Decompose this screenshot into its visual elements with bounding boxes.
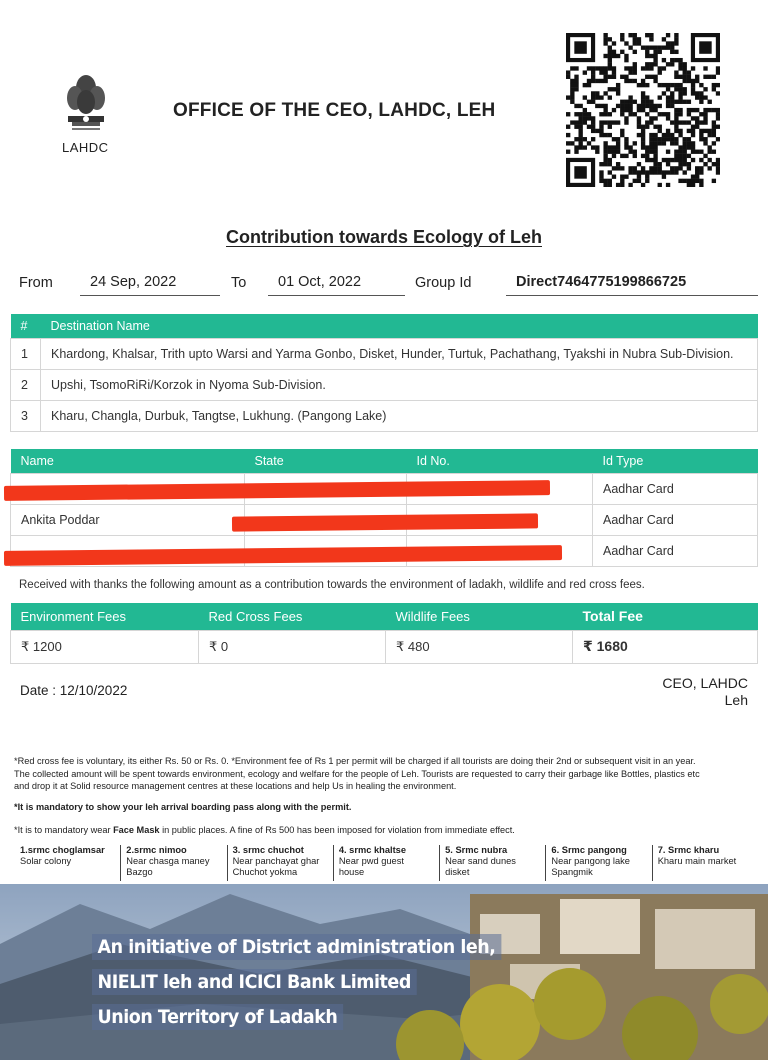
redaction-mark xyxy=(232,513,538,531)
total-fee-value: ₹ 1680 xyxy=(573,630,758,663)
list-item: 2.srmc nimoo Near chasga maney Bazgo xyxy=(120,845,226,881)
header xyxy=(0,0,768,200)
note-line: *It is to mandatory wear Face Mask in public places. A fine of Rs 500 has been imposed for violation from immediate effect. xyxy=(14,825,515,835)
office-title: OFFICE OF THE CEO, LAHDC, LEH xyxy=(173,100,496,121)
table-row xyxy=(11,400,758,431)
row-number: 2 xyxy=(11,369,41,400)
red-cross-fee-value: ₹ 0 xyxy=(199,630,386,663)
person-name: Ankita Poddar xyxy=(11,504,245,535)
issue-date: Date : 12/10/2022 xyxy=(20,683,128,698)
person-id-type: Aadhar Card xyxy=(593,473,758,504)
destination-name: Kharu, Changla, Durbuk, Tangtse, Lukhung. (Pangong Lake) xyxy=(41,400,758,431)
note-line: *It is mandatory to show your leh arrival boarding pass along with the permit. xyxy=(14,802,352,812)
person-id-type: Aadhar Card xyxy=(593,504,758,535)
note-line: *Red cross fee is voluntary, its either Rs. 50 or Rs. 0. *Environment fee of Rs 1 per permit will be charged if all tourists are doing their 2nd or subsequent visit in an year. xyxy=(14,756,696,766)
banner-line-3: Union Territory of Ladakh xyxy=(92,1004,343,1030)
column-header: Destination Name xyxy=(41,314,758,338)
qr-code-icon xyxy=(566,33,720,187)
signatory-title: CEO, LAHDC xyxy=(662,675,748,691)
fees-table xyxy=(10,603,758,664)
banner-line-1: An initiative of District administration leh, xyxy=(92,934,501,960)
list-item: 4. srmc khaltse Near pwd guest house xyxy=(333,845,439,881)
column-header: Total Fee xyxy=(573,603,758,630)
date-range-row xyxy=(0,270,768,300)
column-header: Id Type xyxy=(593,449,758,473)
to-date: 01 Oct, 2022 xyxy=(268,274,405,296)
column-header: Red Cross Fees xyxy=(199,603,386,630)
list-item: 5. Srmc nubra Near sand dunes disket xyxy=(439,845,545,881)
table-header xyxy=(11,449,758,473)
banner-line-2: NIELIT leh and ICICI Bank Limited xyxy=(92,969,416,995)
initiative-banner xyxy=(0,884,768,1060)
from-label: From xyxy=(19,275,53,291)
column-header: Environment Fees xyxy=(11,603,199,630)
list-item: 6. Srmc pangong Near pangong lake Spangmik xyxy=(545,845,651,881)
signatory-place: Leh xyxy=(724,692,748,708)
destination-name: Khardong, Khalsar, Trith upto Warsi and Yarma Gonbo, Disket, Hunder, Turtuk, Pachathang, Tyakshi in Nubra Sub-Division. xyxy=(41,338,758,369)
document-title: Contribution towards Ecology of Leh xyxy=(226,227,542,247)
row-number: 3 xyxy=(11,400,41,431)
row-number: 1 xyxy=(11,338,41,369)
group-id-value: Direct7464775199866725 xyxy=(506,274,758,296)
wildlife-fee-value: ₹ 480 xyxy=(386,630,573,663)
collection-centres xyxy=(16,845,758,881)
column-header: Wildlife Fees xyxy=(386,603,573,630)
column-header: Name xyxy=(11,449,245,473)
destination-name: Upshi, TsomoRiRi/Korzok in Nyoma Sub-Division. xyxy=(41,369,758,400)
table-header xyxy=(11,314,758,338)
environment-fee-value: ₹ 1200 xyxy=(11,630,199,663)
group-id-label: Group Id xyxy=(415,275,472,291)
signatory xyxy=(662,675,748,709)
to-label: To xyxy=(231,275,247,291)
received-text: Received with thanks the following amount as a contribution towards the environment of ladakh, wildlife and red cross fees. xyxy=(19,579,645,591)
from-date: 24 Sep, 2022 xyxy=(80,274,220,296)
list-item: 3. srmc chuchot Near panchayat ghar Chuchot yokma xyxy=(227,845,333,881)
list-item: 1.srmc choglamsar Solar colony xyxy=(20,845,105,866)
national-emblem-icon xyxy=(58,68,114,138)
person-id-type: Aadhar Card xyxy=(593,535,758,566)
column-header: # xyxy=(11,314,41,338)
note-line: and drop it at Solid resource management centres at these locations and help Us in healing the environment. xyxy=(14,781,457,791)
table-row xyxy=(11,369,758,400)
column-header: Id No. xyxy=(407,449,593,473)
emblem-label: LAHDC xyxy=(62,140,109,155)
column-header: State xyxy=(245,449,407,473)
table-header xyxy=(11,603,758,630)
table-row xyxy=(11,630,758,663)
table-row xyxy=(11,338,758,369)
destinations-table xyxy=(10,314,758,432)
note-line: The collected amount will be spent towards environment, ecology and welfare for the people of Leh. Tourists are requested to carry their garbage like Bottles, plastics etc xyxy=(14,769,700,779)
list-item: 7. Srmc kharu Kharu main market xyxy=(652,845,758,881)
